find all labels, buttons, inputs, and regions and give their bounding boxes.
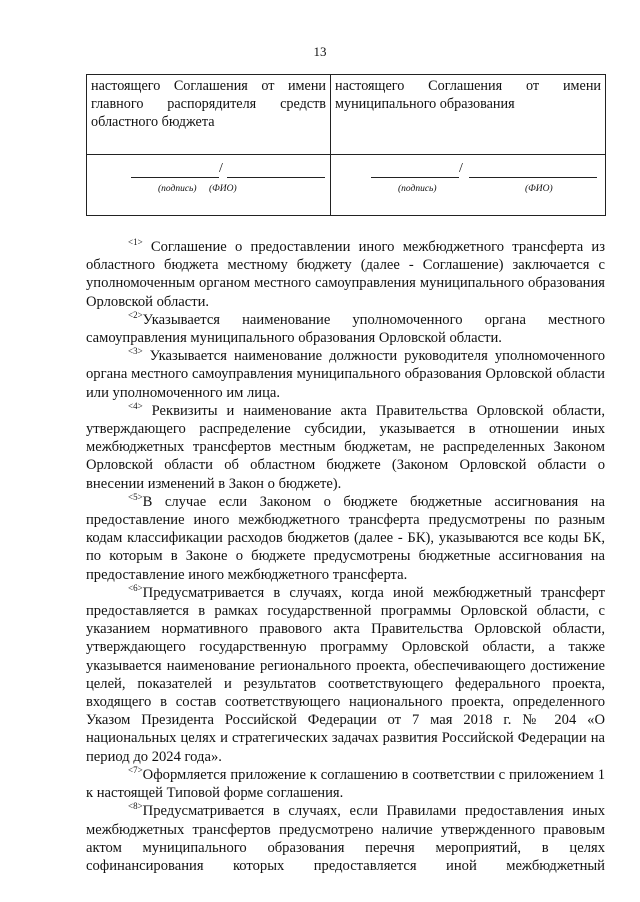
left-signature-line bbox=[131, 177, 219, 178]
footnote-text: Соглашение о предоставлении иного межбюджетного трансферта из областного бюджета местному бюджету (далее - Соглашение) заключается с уполномоченным органом местного самоуправления муниципального образования Орловской области. bbox=[86, 239, 605, 310]
left-signature-slash: / bbox=[219, 161, 223, 176]
footnote-text: Реквизиты и наименование акта Правительства Орловской области, утверждающего распределение субсидии, указывается в отношении иных межбюджетных трансфертов местным бюджетам, не распределенных Законом Орловской области об областном бюджете (Законом Орловской области о внесении изменений в Закон о бюджете). bbox=[86, 402, 605, 492]
signature-right-sign-cell bbox=[331, 155, 606, 216]
footnote-mark: <8> bbox=[128, 801, 143, 812]
footnote-5 bbox=[86, 493, 605, 584]
signature-right-text: настоящего Соглашения от имени муниципального образования bbox=[335, 78, 601, 112]
signature-table-sign-row bbox=[87, 155, 606, 216]
footnote-3 bbox=[86, 347, 605, 402]
signature-right-text-cell bbox=[331, 75, 606, 155]
footnote-mark: <3> bbox=[128, 346, 143, 357]
signature-left-sign-cell bbox=[87, 155, 331, 216]
footnote-mark: <4> bbox=[128, 400, 143, 411]
right-name-caption: (ФИО) bbox=[525, 184, 553, 194]
footnote-text: Указывается наименование должности руководителя уполномоченного органа местного самоуправления муниципального образования Орловской области или уполномоченного им лица. bbox=[86, 348, 605, 401]
signature-left-text-cell bbox=[87, 75, 331, 155]
left-signature-block bbox=[91, 157, 326, 207]
footnote-text: В случае если Законом о бюджете бюджетные ассигнования на предоставление иного межбюджетного трансферта предусмотрены по разным кодам классификации расходов бюджетов (далее - БК), указываются все коды БК, по которым в Законе о бюджете предусмотрены бюджетные ассигнования на предоставление иного межбюджетного трансферта. bbox=[86, 493, 605, 583]
footnote-mark: <2> bbox=[128, 309, 143, 320]
footnote-text: Предусматривается в случаях, если Правилами предоставления иных межбюджетных трансфертов предусмотрено наличие утвержденного правовым актом муниципального образования перечня мероприятий, в целях софинансирования которых предоставляется иной межбюджетный bbox=[86, 803, 605, 874]
left-name-line bbox=[227, 177, 325, 178]
footnote-8 bbox=[86, 802, 605, 875]
right-signature-line bbox=[371, 177, 459, 178]
footnote-mark: <1> bbox=[128, 237, 143, 248]
right-signature-slash: / bbox=[459, 161, 463, 176]
right-name-line bbox=[469, 177, 597, 178]
signature-left-text: настоящего Соглашения от имени главного распорядителя средств областного бюджета bbox=[91, 78, 326, 130]
signature-table-text-row bbox=[87, 75, 606, 155]
footnote-2 bbox=[86, 311, 605, 347]
footnote-text: Оформляется приложение к соглашению в соответствии с приложением 1 к настоящей Типовой форме соглашения. bbox=[86, 766, 605, 802]
footnote-text: Указывается наименование уполномоченного органа местного самоуправления муниципального образования Орловской области. bbox=[86, 311, 605, 347]
left-name-caption: (ФИО) bbox=[209, 184, 237, 194]
footnote-mark: <6> bbox=[128, 583, 143, 593]
right-signature-caption: (подпись) bbox=[398, 184, 437, 194]
footnote-mark: <5> bbox=[128, 491, 143, 502]
footnote-text: Предусматривается в случаях, когда иной межбюджетный трансферт предоставляется в рамках государственной программы Орловской области, с указанием нормативного правового акта Правительства Орловской области, утверждающего государственную программу Орловской области, а также указывается наименование регионального проекта, обеспечивающего достижение целей, показателей и результатов соответствующего федерального проекта, входящего в состав соответствующего национального проекта, определенного Указом Президента Российской Федерации от 7 мая 2018 г. № 204 «О национальных целях и стратегических задачах развития Российской Федерации на период до 2024 года». bbox=[86, 584, 605, 765]
right-signature-block bbox=[335, 157, 601, 207]
footnote-6 bbox=[86, 584, 605, 766]
footnote-7 bbox=[86, 766, 605, 802]
footnote-4 bbox=[86, 402, 605, 493]
footnotes-section bbox=[86, 238, 605, 875]
footnote-1 bbox=[86, 238, 605, 311]
page-number: 13 bbox=[313, 44, 327, 59]
footnote-mark: <7> bbox=[128, 765, 143, 776]
left-signature-caption: (подпись) bbox=[158, 184, 197, 194]
signature-table bbox=[86, 74, 606, 216]
